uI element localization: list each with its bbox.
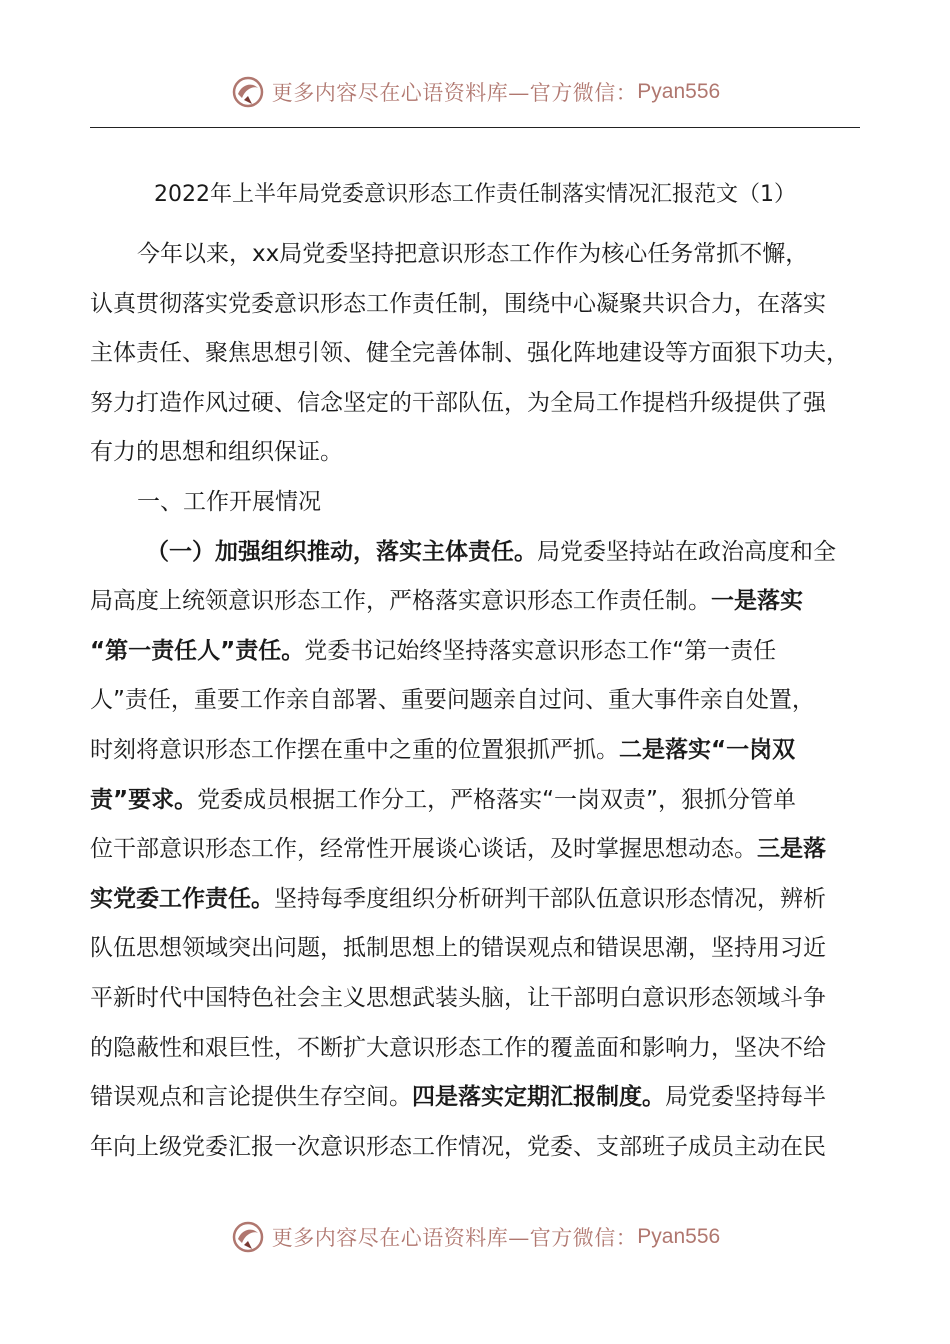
bold-phrase: 三是落 <box>757 836 826 863</box>
body-line <box>90 1073 862 1123</box>
body-text: 时刻将意识形态工作摆在重中之重的位置狠抓严抓。 <box>90 736 619 763</box>
header-divider <box>90 127 860 128</box>
bold-phrase: 实党委工作责任。 <box>90 885 274 912</box>
subheading: （一）加强组织推动，落实主体责任。 <box>146 538 537 565</box>
bold-phrase: “第一责任人”责任。 <box>90 637 305 664</box>
header-watermark <box>0 70 950 114</box>
body-text: 局党委坚持站在政治高度和全 <box>537 538 836 565</box>
body-line <box>90 528 862 578</box>
body-line <box>90 726 862 776</box>
body-text: 位干部意识形态工作，经常性开展谈心谈话，及时掌握思想动态。 <box>90 836 757 863</box>
body-line <box>90 776 862 826</box>
header-watermark-text: 更多内容尽在心语资料库—官方微信： <box>271 81 638 105</box>
body-line: 的隐蔽性和艰巨性，不断扩大意识形态工作的覆盖面和影响力，坚决不给 <box>90 1034 826 1061</box>
document-title: 2022年上半年局党委意识形态工作责任制落实情况汇报范文（1） <box>154 182 796 207</box>
body-line: 认真贯彻落实党委意识形态工作责任制，围绕中心凝聚共识合力，在落实 <box>90 290 826 317</box>
body-line: 今年以来，xx局党委坚持把意识形态工作作为核心任务常抓不懈， <box>137 241 809 267</box>
body-line: 主体责任、聚焦思想引领、健全完善体制、强化阵地建设等方面狠下功夫， <box>90 340 849 367</box>
body-line <box>90 577 862 627</box>
header-wechat-id: Pyan556 <box>637 80 721 103</box>
body-line <box>90 825 862 875</box>
body-line: 人”责任，重要工作亲自部署、重要问题亲自过问、重大事件亲自处置， <box>90 687 815 714</box>
body-line: 平新时代中国特色社会主义思想武装头脑，让干部明白意识形态领域斗争 <box>90 984 826 1011</box>
body-line <box>90 627 862 677</box>
body-text: 党委成员根据工作分工，严格落实“一岗双责”，狠抓分管单 <box>197 786 796 813</box>
bold-phrase: 四是落实定期汇报制度。 <box>412 1084 665 1111</box>
body-line: 有力的思想和组织保证。 <box>90 439 343 466</box>
body-text: 错误观点和言论提供生存空间。 <box>90 1084 412 1111</box>
body-line: 努力打造作风过硬、信念坚定的干部队伍，为全局工作提档升级提供了强 <box>90 389 826 416</box>
footer-watermark-text: 更多内容尽在心语资料库—官方微信： <box>271 1226 638 1250</box>
body-text: 局党委坚持每半 <box>665 1084 826 1111</box>
footer-watermark <box>0 1215 950 1259</box>
bold-phrase: 责”要求。 <box>90 786 198 813</box>
heart-logo-icon <box>230 74 266 110</box>
section-heading: 一、工作开展情况 <box>137 488 321 515</box>
body-text: 坚持每季度组织分析研判干部队伍意识形态情况，辨析 <box>274 885 826 912</box>
body-text: 党委书记始终坚持落实意识形态工作“第一责任 <box>304 637 777 664</box>
body-line <box>90 875 862 925</box>
body-line: 年向上级党委汇报一次意识形态工作情况，党委、支部班子成员主动在民 <box>90 1133 826 1160</box>
bold-phrase: 二是落实“一岗双 <box>619 736 796 763</box>
body-line: 队伍思想领域突出问题，抵制思想上的错误观点和错误思潮，坚持用习近 <box>90 935 826 962</box>
footer-wechat-id: Pyan556 <box>637 1225 721 1248</box>
bold-phrase: 一是落实 <box>711 588 803 615</box>
document-body <box>90 230 862 1172</box>
body-text: 局高度上统领意识形态工作，严格落实意识形态工作责任制。 <box>90 588 711 615</box>
heart-logo-icon <box>230 1219 266 1255</box>
